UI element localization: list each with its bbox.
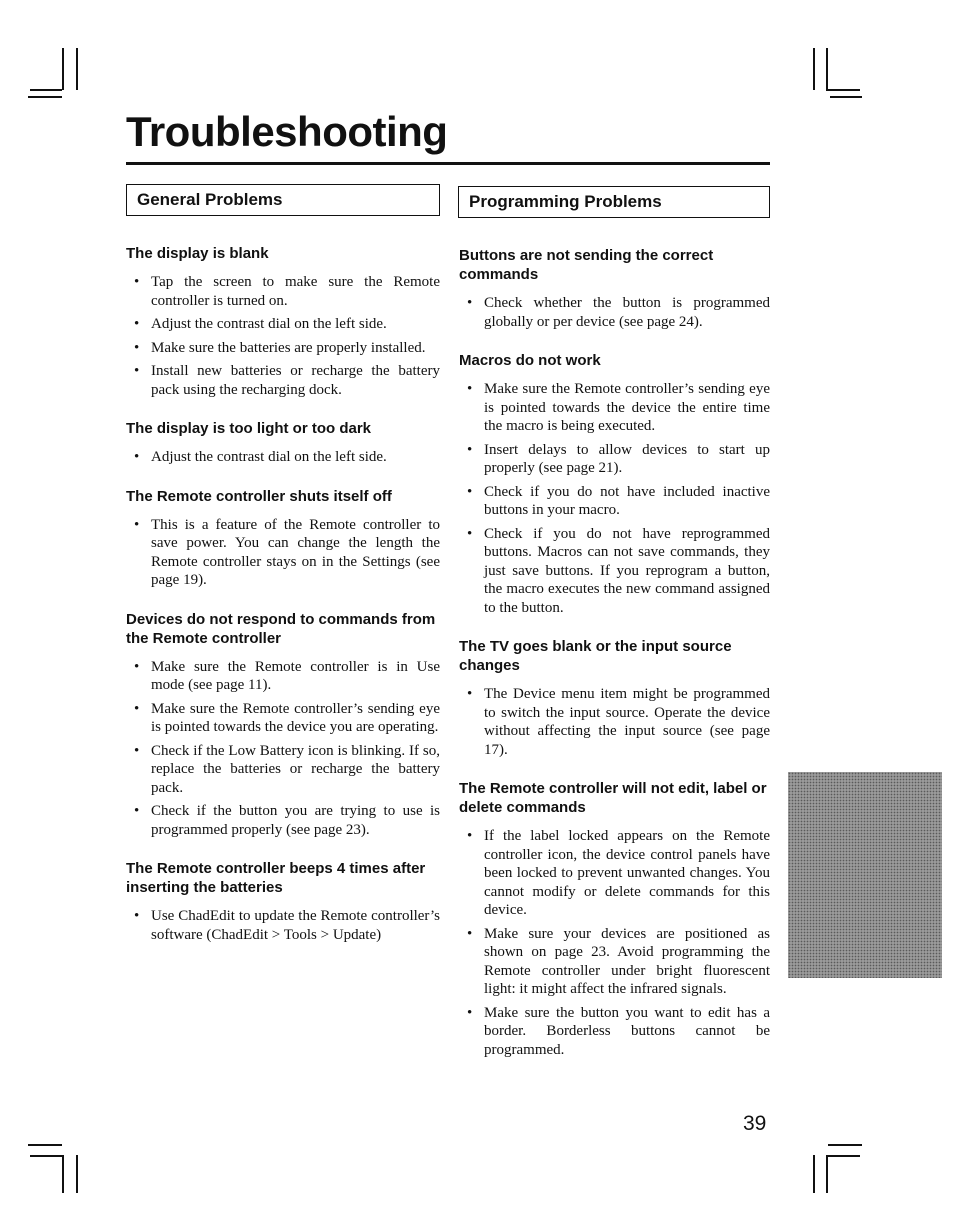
crop-mark [30,89,62,91]
list-item: • Adjust the contrast dial on the left side. [126,315,440,334]
section-tv-blank [459,637,770,759]
crop-mark [813,48,815,90]
list-item: • Make sure the Remote controller is in Use mode (see page 11). [126,658,440,695]
section-title: The Remote controller beeps 4 times after inserting the batteries [126,860,426,896]
list-item: • Make sure the Remote controller’s sending eye is pointed towards the device the entire time the macro is being executed. [459,380,770,436]
crop-mark [826,89,860,91]
list-item: • Check whether the button is programmed globally or per device (see page 24). [459,294,770,331]
section-will-not-edit [459,779,770,1059]
left-column [126,244,440,964]
list-item: • Make sure the Remote controller’s sending eye is pointed towards the device you are operating. [126,700,440,737]
section-title: Devices do not respond to commands from the Remote controller [126,610,436,647]
programming-problems-header: Programming Problems [458,186,770,218]
right-column [459,246,770,1079]
section-title: Macros do not work [459,352,601,369]
thumb-index-tab [788,772,942,978]
page-number: 39 [743,1112,767,1135]
section-macros [459,351,770,617]
list-item: • Check if the Low Battery icon is blinking. If so, replace the batteries or recharge the battery pack. [126,742,440,798]
list-item: • Use ChadEdit to update the Remote controller’s software (ChadEdit > Tools > Update) [126,907,440,944]
general-problems-header: General Problems [126,184,440,216]
page-title: Troubleshooting [126,108,448,155]
list-item: • Make sure the button you want to edit has a border. Borderless buttons cannot be programmed. [459,1004,770,1060]
list-item: • Adjust the contrast dial on the left side. [126,448,440,467]
section-shuts-off [126,487,440,590]
list-item: • Install new batteries or recharge the battery pack using the recharging dock. [126,362,440,399]
crop-mark [28,1144,62,1146]
list-item: • Check if the button you are trying to use is programmed properly (see page 23). [126,802,440,839]
crop-mark [830,96,862,98]
section-title: The Remote controller will not edit, label or delete commands [459,780,767,816]
crop-mark [826,1155,860,1157]
list-item: • Make sure the batteries are properly installed. [126,339,440,358]
section-beeps [126,859,440,944]
section-title: The TV goes blank or the input source changes [459,638,732,674]
section-title: The display is blank [126,245,269,262]
list-item: • Tap the screen to make sure the Remote controller is turned on. [126,273,440,310]
crop-mark [826,1155,828,1193]
section-display-light-dark [126,419,440,467]
list-item: • Check if you do not have included inactive buttons in your macro. [459,483,770,520]
section-title: The Remote controller shuts itself off [126,487,392,505]
crop-mark [62,48,64,90]
crop-mark [828,1144,862,1146]
crop-mark [826,48,828,90]
section-buttons-not-sending [459,246,770,331]
crop-mark [813,1155,815,1193]
list-item: • Check if you do not have reprogrammed buttons. Macros can not save commands, they just save buttons. If you reprogram a button, the macro executes the new command assigned to the button. [459,525,770,618]
section-devices-no-respond [126,610,440,840]
crop-mark [76,1155,78,1193]
title-rule [126,162,770,165]
crop-mark [30,1155,62,1157]
list-item: • This is a feature of the Remote controller to save power. You can change the length the Remote controller stays on in the Settings (see page 19). [126,516,440,590]
crop-mark [28,96,62,98]
crop-mark [62,1155,64,1193]
list-item: • The Device menu item might be programmed to switch the input source. Operate the device without affecting the input source (see page 17). [459,685,770,759]
section-title: The display is too light or too dark [126,420,372,437]
section-title: Buttons are not sending the correct commands [459,247,714,283]
list-item: • Make sure your devices are positioned as shown on page 23. Avoid programming the Remote controller under bright fluorescent light: it might affect the infrared signals. [459,925,770,999]
section-display-blank [126,244,440,399]
list-item: • If the label locked appears on the Remote controller icon, the device control panels have been locked to prevent unwanted changes. You cannot modify or delete commands for this device. [459,827,770,920]
list-item: • Insert delays to allow devices to start up properly (see page 21). [459,441,770,478]
crop-mark [76,48,78,90]
